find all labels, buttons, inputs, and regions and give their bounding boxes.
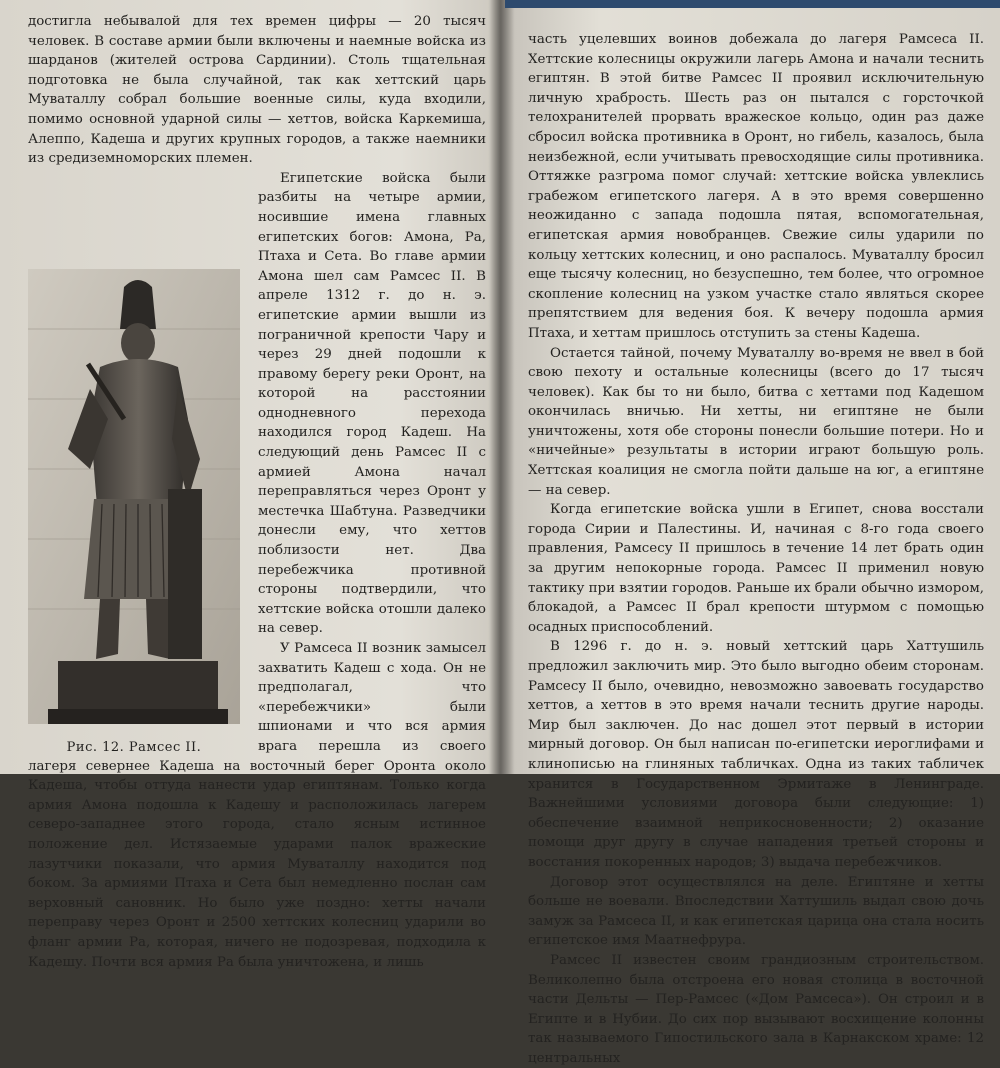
left-paragraph-2: Египетские войска были разбиты на четыре армии, носившие имена главных египетских богов: Амона, Ра, Птаха и Сета. Во главе армии Амона шел сам Рамсес II. В апреле 1312 г. до н. э. египетские армии вышли из пограничной крепости Чару и через 29 дней подошли к правому берегу реки Оронт, на которой на расстоянии однодневного перехода находился город Кадеш. На следующий день Рамсес II с армией Амона начал переправляться через Оронт у местечка Шабтуна. Разведчики донесли ему, что хеттов поблизости нет. Два перебежчика противной стороны подтвердили, что хеттские войска отошли далеко на север. — [258, 170, 486, 637]
right-paragraph-1: часть уцелевших воинов добежала до лагеря Рамсеса II. Хеттские колесницы окружили лагерь Амона и начали теснить египтян. В этой битве Рамсес II проявил исключительную личную храбрость. Шесть раз он пытался с горсточкой телохранителей прорвать вражеское кольцо, один раз даже сбросил войска противника в Оронт, но гибель, казалось, была неизбежной, если учитывать превосходящие силы противника. Оттяжке разгрома помог случай: хеттские войска увлеклись грабежом египетского лагеря. А в это время совершенно неожиданно с запада подошла пятая, вспомогательная, египетская армия новобранцев. Свежие силы ударили по кольцу хеттских колесниц, и оно распалось. Муваталлу бросил еще тысячу колесниц, но безуспешно, тем более, что огромное скопление колесниц на узком участке стало являться скорее препятствием для ведения боя. К вечеру подошла армия Птаха, и хеттам пришлось отступить за стены Кадеша. — [528, 32, 984, 341]
book-gutter — [488, 0, 514, 774]
left-paragraph-3: У Рамсеса II возник замысел захватить Кадеш с хода. Он не предполагал, что «перебежчики» были шпионами и что вся армия врага перешла из своего лагеря севернее Кадеша на восточный берег Оронта около Кадеша, чтобы оттуда нанести удар египтянам. Только когда армия Амона подошла к Кадешу и расположилась лагерем северо-западнее этого города, стало ясным истинное положение дел. Истязаемые ударами палок вражеские лазутчики показали, что армия Муваталлу находится под боком. За армиями Птаха и Сета был немедленно послан сам верховный сановник. Но было уже поздно: хетты начали переправу через Оронт и 2500 хеттских колесниц ударили во фланг армии Ра, которая, ничего не подозревая, подходила к Кадешу. Почти вся армия Ра была уничтожена, и лишь — [28, 641, 486, 970]
background-strip — [505, 0, 1000, 8]
figure-ramses — [28, 269, 240, 755]
left-paragraph-1: достигла небывалой для тех времен цифры — 20 тысяч человек. В составе армии были включены и наемные войска из шарданов (жителей острова Сардинии). Столь тщательная подготовка не была случайной, так как хеттский царь Муваталлу собрал большие военные силы, куда входили, помимо основной ударной силы — хеттов, войска Каркемиша, Алеппо, Кадеша и других крупных городов, а также наемники из средиземноморских племен. — [28, 14, 486, 167]
figure-caption: Рис. 12. Рамсес II. — [66, 739, 202, 755]
statue-photo — [28, 269, 240, 724]
right-paragraph-6: Рамсес II известен своим грандиозным строительством. Великолепно была отстроена его новая столица в восточной части Дельты — Пер-Рамсес («Дом Рамсеса»). Он строил и в Египте и в Нубии. До сих пор вызывают восхищение колонны так называемого Гипостильского зала в Карнакском храме: 12 центральных — [528, 952, 984, 1066]
right-paragraph-2: Остается тайной, почему Муваталлу во-время не ввел в бой свою пехоту и остальные колесницы (всего до 17 тысяч человек). Как бы то ни было, битва с хеттами под Кадешом окончилась вничью. Ни хетты, ни египтяне не были уничтожены, хотя обе стороны понесли большие потери. Но и «ничейные» результаты в истории играют большую роль. Хеттская коалиция не смогла пойти дальше на юг, а египтяне — на север. — [528, 345, 984, 498]
ramses-statue-illustration — [28, 269, 240, 724]
right-page — [528, 30, 984, 1066]
right-paragraph-4: В 1296 г. до н. э. новый хеттский царь Хаттушиль предложил заключить мир. Это было выгодно обеим сторонам. Рамсесу II было, очевидно, невозможно завоевать государство хеттов, а хеттов в это время начали теснить другие народы. Мир был заключен. До нас дошел этот первый в истории мирный договор. Он был написан по-египетски иероглифами и клинописью на глиняных табличках. Одна из таких табличек хранится в Государственном Эрмитаже в Ленинграде. Важнейшими условиями договора были следующие: 1) обеспечение взаимной неприкосновенности; 2) оказание помощи друг другу в случае нападения третьей стороны и восстания покоренных народов; 3) выдача перебежчиков. — [528, 639, 984, 870]
left-page — [28, 12, 486, 970]
right-paragraph-5: Договор этот осуществлялся на деле. Египтяне и хетты больше не воевали. Впоследствии Хаттушиль выдал свою дочь замуж за Рамсеса II, и как египетская царица она стала носить египетское имя Маатнефрура. — [528, 874, 984, 949]
right-paragraph-3: Когда египетские войска ушли в Египет, снова восстали города Сирии и Палестины. И, начиная с 8-го года своего правления, Рамсесу II пришлось в течение 14 лет брать один за другим непокорные города. Рамсес II применил новую тактику при взятии городов. Раньше их брали обычно измором, блокадой, а Рамсес II брал крепости штурмом с помощью осадных приспособлений. — [528, 502, 984, 635]
